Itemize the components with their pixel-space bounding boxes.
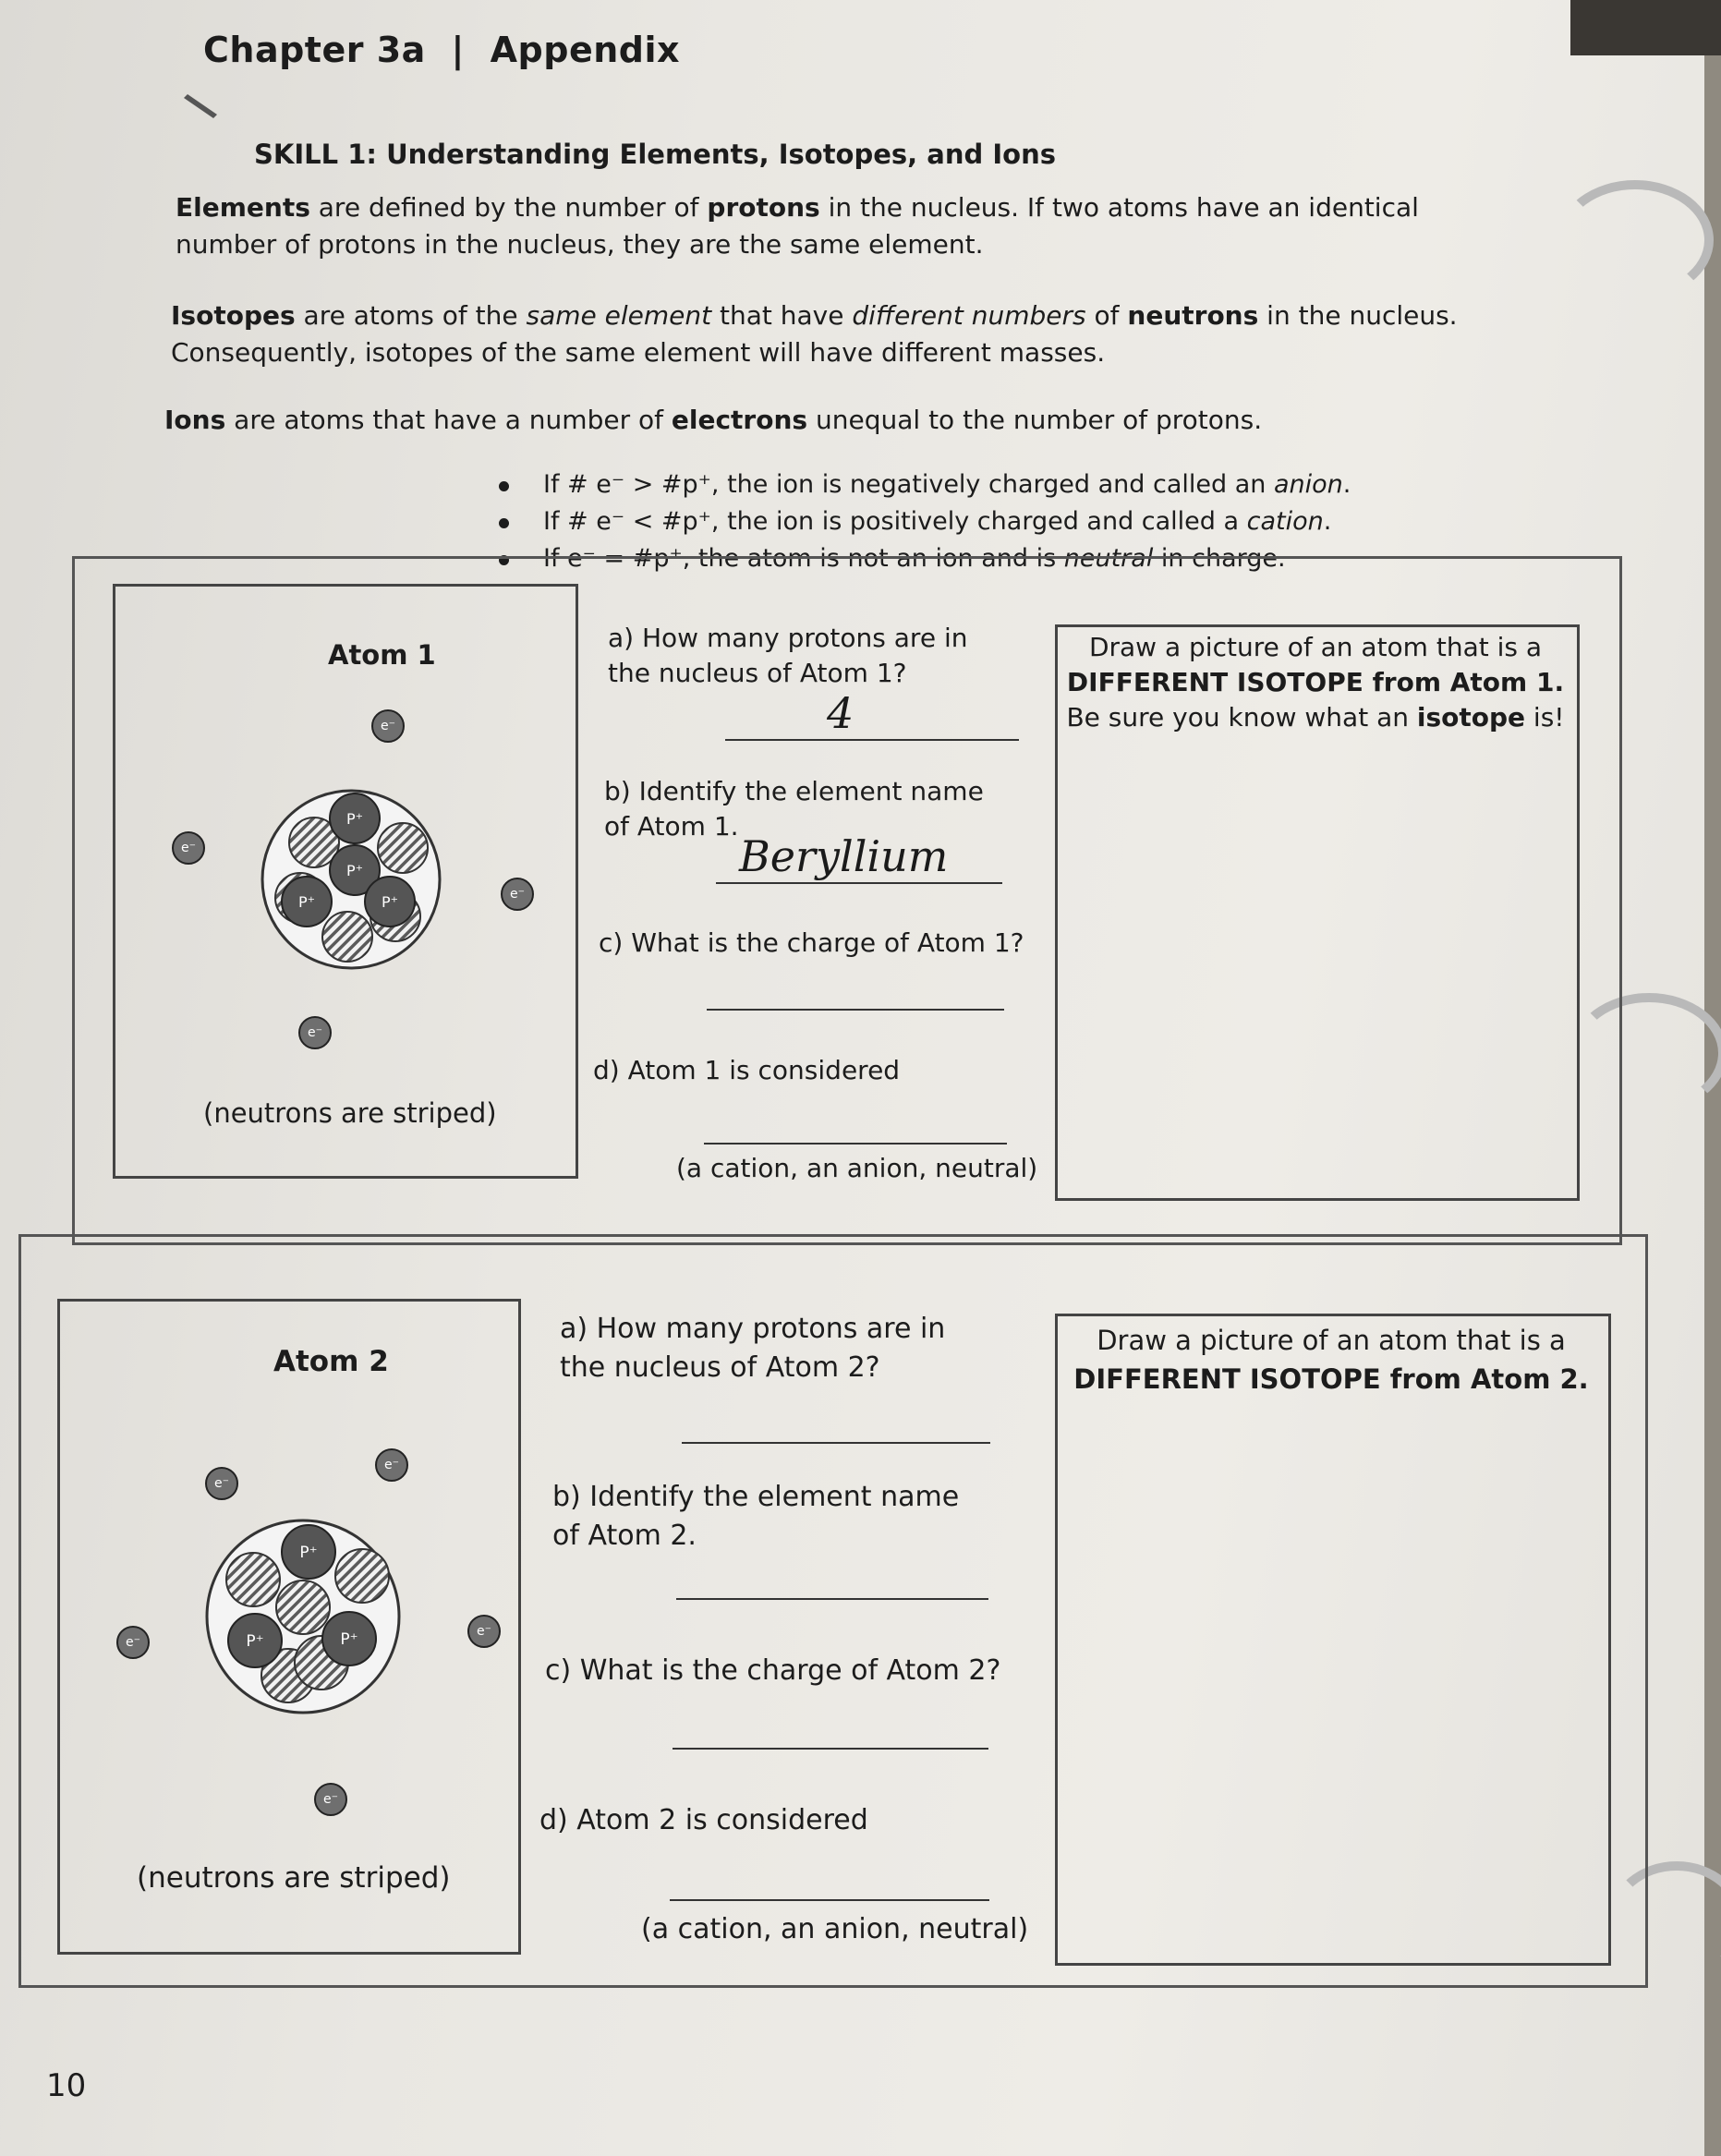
atom2-question-a: a) How many protons are in the nucleus of Atom 2? [560, 1313, 946, 1384]
atom2-electron: e⁻ [116, 1626, 150, 1659]
isotopes-text-2: that have [711, 300, 853, 331]
chapter-divider: | [451, 30, 465, 70]
atom2-draw-line1: Draw a picture of an atom that is a [1097, 1325, 1566, 1356]
atom1-question-d: d) Atom 1 is considered [593, 1055, 901, 1085]
atom2-electron: e⁻ [375, 1448, 408, 1482]
ions-definition [164, 402, 1513, 439]
pencil-icon [180, 92, 221, 124]
atom1-draw-prompt [1059, 630, 1572, 735]
atom1-proton-label: P⁺ [345, 810, 364, 828]
isotopes-term: Isotopes [171, 300, 296, 331]
atom2-question-b: b) Identify the element name of Atom 2. [552, 1481, 960, 1552]
atom1-proton-label: P⁺ [345, 862, 364, 879]
atom1-question-d-options: (a cation, an anion, neutral) [676, 1153, 1038, 1183]
elements-text-2: in the nucleus. If two atoms have an identical number of protons in the nucleus, they are the same element. [176, 192, 1419, 260]
atom2-neutron [335, 1549, 389, 1603]
electrons-term: electrons [671, 405, 808, 435]
atom2-title: Atom 2 [273, 1345, 389, 1378]
ion-rule-cation [499, 503, 1351, 540]
ion-rule-end: in charge. [1153, 544, 1286, 573]
atom2-question-d: d) Atom 2 is considered [539, 1804, 868, 1836]
ion-rule-end: . [1323, 507, 1332, 536]
isotopes-italic-1: same element [526, 300, 712, 331]
atom2-answer-d-line[interactable] [670, 1899, 989, 1901]
ion-rule-em: anion [1273, 470, 1343, 499]
isotopes-text-3: of [1085, 300, 1128, 331]
atom1-answer-c-line[interactable] [707, 1009, 1004, 1011]
atom2-draw-prompt [1059, 1321, 1604, 1399]
ion-rule-end: . [1342, 470, 1351, 499]
atom1-draw-line3-post: is! [1525, 702, 1565, 733]
atom1-caption: (neutrons are striped) [203, 1097, 497, 1129]
atom2-nucleus [203, 1517, 403, 1716]
atom2-answer-c-line[interactable] [673, 1748, 988, 1750]
atom1-question-a: a) How many protons are in the nucleus of Atom 1? [608, 623, 968, 688]
elements-term: Elements [176, 192, 310, 223]
ion-rule-em: cation [1246, 507, 1324, 536]
atom2-answer-a-line[interactable] [682, 1442, 990, 1444]
atom1-answer-b-line[interactable] [716, 882, 1002, 884]
ion-rule-em: neutral [1063, 544, 1154, 573]
atom2-electron: e⁻ [314, 1783, 347, 1816]
ion-rule-text: If e⁻ = #p⁺, the atom is not an ion and is [543, 544, 1064, 573]
atom1-question-b: b) Identify the element name of Atom 1. [604, 776, 984, 842]
atom1-neutron [322, 912, 372, 962]
elements-text-1: are defined by the number of [309, 192, 708, 223]
atom2-electron: e⁻ [205, 1467, 238, 1500]
ions-term: Ions [164, 405, 226, 435]
atom2-proton-label: P⁺ [340, 1630, 358, 1649]
protons-term: protons [707, 192, 820, 223]
atom2-question-c: c) What is the charge of Atom 2? [545, 1654, 1001, 1687]
isotopes-definition [171, 297, 1520, 371]
atom1-electron: e⁻ [371, 709, 405, 743]
ion-rule-anion [499, 466, 1351, 503]
elements-definition [176, 189, 1524, 263]
atom2-neutron [276, 1581, 330, 1634]
atom1-electron: e⁻ [172, 831, 205, 865]
atom1-electron: e⁻ [298, 1016, 332, 1049]
chapter-label: Chapter 3a [203, 30, 426, 70]
atom1-answer-d-line[interactable] [704, 1143, 1007, 1145]
atom1-draw-line2: DIFFERENT ISOTOPE from Atom 1. [1066, 667, 1565, 697]
atom1-draw-line3 [1059, 700, 1572, 735]
atom2-proton-label: P⁺ [299, 1544, 318, 1562]
atom1-nucleus [259, 787, 443, 972]
isotopes-text-4: in the nucleus. Consequently, isotopes of the same element will have different masses. [171, 300, 1458, 368]
atom1-neutron [378, 823, 428, 873]
isotopes-italic-2: different numbers [852, 300, 1086, 331]
atom2-proton-label: P⁺ [246, 1632, 264, 1651]
atom1-draw-line1: Draw a picture of an atom that is a [1088, 632, 1543, 662]
atom1-proton-label: P⁺ [381, 893, 399, 911]
atom1-answer-a: 4 [827, 688, 854, 738]
atom1-title: Atom 1 [328, 639, 436, 671]
atom1-draw-line3-pre: Be sure you know what an [1066, 702, 1417, 733]
atom1-proton-label: P⁺ [297, 893, 316, 911]
atom2-neutron [226, 1553, 280, 1606]
atom1-question-c: c) What is the charge of Atom 1? [599, 927, 1024, 958]
binder-ring-top [1557, 180, 1714, 300]
chapter-section: Appendix [490, 30, 681, 70]
atom1-answer-b: Beryllium [739, 831, 949, 881]
atom2-caption: (neutrons are striped) [137, 1861, 451, 1895]
ion-rule-text: If # e⁻ < #p⁺, the ion is positively charged and called a [543, 507, 1247, 536]
atom2-draw-line2: DIFFERENT ISOTOPE from Atom 2. [1073, 1363, 1589, 1395]
page-number: 10 [46, 2067, 87, 2104]
atom1-draw-line3-bold: isotope [1416, 702, 1526, 733]
background-shadow [1570, 0, 1721, 55]
ion-rule-text: If # e⁻ > #p⁺, the ion is negatively charged and called an [543, 470, 1274, 499]
atom1-electron: e⁻ [501, 878, 534, 911]
atom1-answer-a-line[interactable] [725, 739, 1019, 741]
atom2-question-d-options: (a cation, an anion, neutral) [641, 1913, 1029, 1945]
chapter-heading [203, 30, 680, 70]
atom2-electron: e⁻ [467, 1615, 501, 1648]
ions-text-1: are atoms that have a number of [225, 405, 672, 435]
atom2-answer-b-line[interactable] [676, 1598, 988, 1600]
atom2-drawing-box[interactable] [1055, 1314, 1611, 1966]
skill-title: SKILL 1: Understanding Elements, Isotopes, and Ions [254, 139, 1056, 170]
ions-text-2: unequal to the number of protons. [807, 405, 1263, 435]
isotopes-text-1: are atoms of the [295, 300, 527, 331]
neutrons-term: neutrons [1127, 300, 1259, 331]
